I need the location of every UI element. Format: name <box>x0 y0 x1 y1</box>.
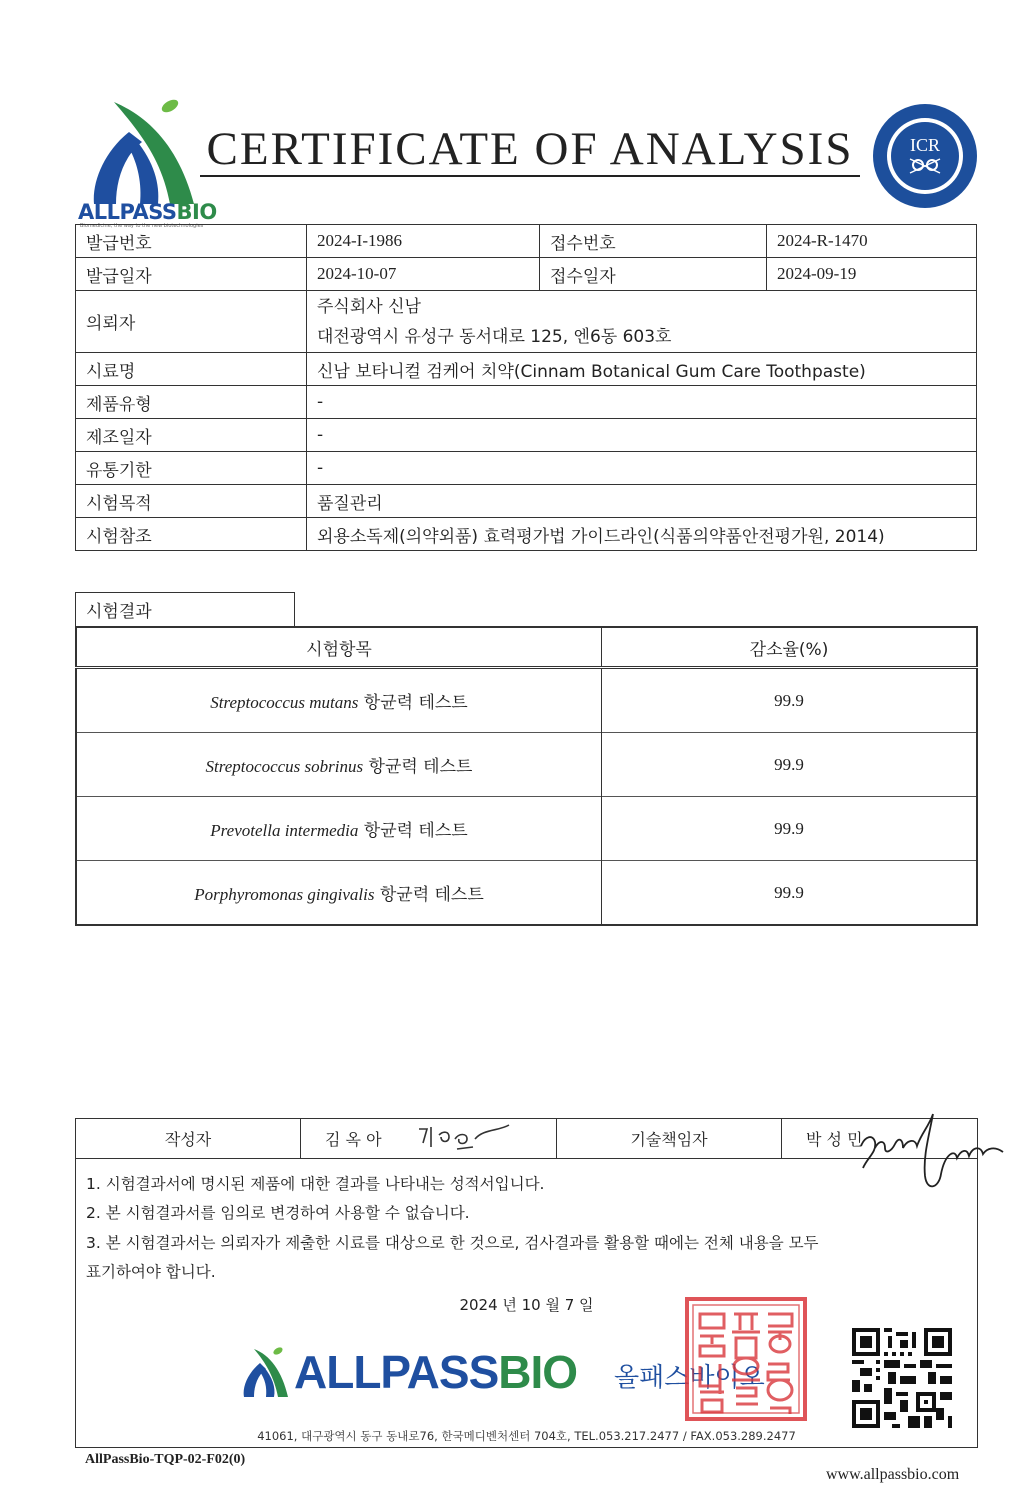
author-signature <box>413 1121 513 1155</box>
reference-label: 시험참조 <box>76 518 307 551</box>
result-item <box>76 797 602 861</box>
signature-table <box>75 1118 978 1159</box>
species-name: Porphyromonas gingivalis <box>194 885 375 904</box>
qr-code[interactable] <box>852 1328 952 1428</box>
website-url[interactable]: www.allpassbio.com <box>826 1466 960 1483</box>
tech-manager-label: 기술책임자 <box>557 1119 782 1159</box>
issue-date-value: 2024-10-07 <box>307 258 540 291</box>
receipt-date-value: 2024-09-19 <box>767 258 977 291</box>
table-row <box>76 861 977 926</box>
table-row <box>76 668 977 733</box>
species-name: Prevotella intermedia <box>210 821 359 840</box>
reference-value: 외용소독제(의약외품) 효력평가법 가이드라인(식품의약품안전평가원, 2014) <box>307 518 977 551</box>
results-section-label: 시험결과 <box>75 592 295 626</box>
sample-label: 시료명 <box>76 353 307 386</box>
mfg-date-label: 제조일자 <box>76 419 307 452</box>
test-name: 항균력 테스트 <box>379 885 484 905</box>
client-name: 주식회사 신남 <box>317 296 421 317</box>
logo-tagline: Biomedicine, the way to the new biotechnologies <box>80 223 204 229</box>
test-name: 항균력 테스트 <box>368 757 473 777</box>
note-2: 2. 본 시험결과서를 임의로 변경하여 사용할 수 없습니다. <box>86 1204 470 1222</box>
expiry-label: 유통기한 <box>76 452 307 485</box>
species-name: Streptococcus mutans <box>210 693 359 712</box>
result-item <box>76 861 602 926</box>
species-name: Streptococcus sobrinus <box>205 757 364 776</box>
issue-no-label: 발급번호 <box>76 225 307 258</box>
expiry-value: - <box>307 452 977 485</box>
purpose-label: 시험목적 <box>76 485 307 518</box>
test-name: 항균력 테스트 <box>363 693 468 713</box>
result-item <box>76 668 602 733</box>
title-underline <box>200 175 860 177</box>
company-address: 41061, 대구광역시 동구 동내로76, 한국메디벤처센터 704호, TEL.053.217.2477 / FAX.053.289.2477 <box>257 1429 796 1443</box>
mfg-date-value: - <box>307 419 977 452</box>
product-type-label: 제품유형 <box>76 386 307 419</box>
client-label: 의뢰자 <box>76 291 307 353</box>
author-label: 작성자 <box>76 1119 301 1159</box>
icr-certification-seal <box>870 101 980 211</box>
tech-manager-name: 박 성 민 <box>806 1130 863 1149</box>
col-header-item: 시험항목 <box>76 627 602 668</box>
reduction-rate: 99.9 <box>602 797 978 861</box>
company-logo-text-a: ALLPASS <box>294 1346 499 1398</box>
note-3: 3. 본 시험결과서는 의뢰자가 제출한 시료를 대상으로 한 것으로, 검사결과를 활용할 때에는 전체 내용을 모두 <box>86 1234 819 1252</box>
issue-date-line: 2024 년 10 월 7 일 <box>459 1296 594 1314</box>
product-type-value: - <box>307 386 977 419</box>
receipt-date-label: 접수일자 <box>540 258 767 291</box>
reduction-rate: 99.9 <box>602 668 978 733</box>
issue-no-value: 2024-I-1986 <box>307 225 540 258</box>
client-cell <box>307 291 977 353</box>
test-name: 항균력 테스트 <box>363 821 468 841</box>
seal-center-text: ICR <box>909 135 941 155</box>
notes-box <box>75 1158 978 1448</box>
result-item <box>76 733 602 797</box>
note-3-continued: 표기하여야 합니다. <box>86 1263 216 1281</box>
form-code: AllPassBio-TQP-02-F02(0) <box>85 1452 246 1467</box>
purpose-value: 품질관리 <box>307 485 977 518</box>
reduction-rate: 99.9 <box>602 733 978 797</box>
note-1: 1. 시험결과서에 명시된 제품에 대한 결과를 나타내는 성적서입니다. <box>86 1175 545 1193</box>
info-table <box>75 224 977 551</box>
author-name: 김 옥 아 <box>325 1130 382 1149</box>
table-row <box>76 733 977 797</box>
table-row <box>76 797 977 861</box>
company-logo-text-b: BIO <box>498 1346 578 1398</box>
company-logo-icon <box>236 1345 296 1401</box>
results-table <box>75 626 978 926</box>
receipt-no-value: 2024-R-1470 <box>767 225 977 258</box>
company-korean-name: 올패스바이오 <box>614 1363 765 1393</box>
document-title: CERTIFICATE OF ANALYSIS <box>206 123 854 175</box>
company-stamp <box>684 1296 808 1422</box>
client-address: 대전광역시 유성구 동서대로 125, 엔6동 603호 <box>317 326 672 347</box>
sample-name: 신남 보타니컬 검케어 치약(Cinnam Botanical Gum Care Toothpaste) <box>307 353 977 386</box>
receipt-no-label: 접수번호 <box>540 225 767 258</box>
author-cell <box>301 1119 557 1159</box>
issue-date-label: 발급일자 <box>76 258 307 291</box>
col-header-rate: 감소율(%) <box>602 627 978 668</box>
allpassbio-logo-text: ALLPASSBIO <box>78 200 217 224</box>
reduction-rate: 99.9 <box>602 861 978 926</box>
